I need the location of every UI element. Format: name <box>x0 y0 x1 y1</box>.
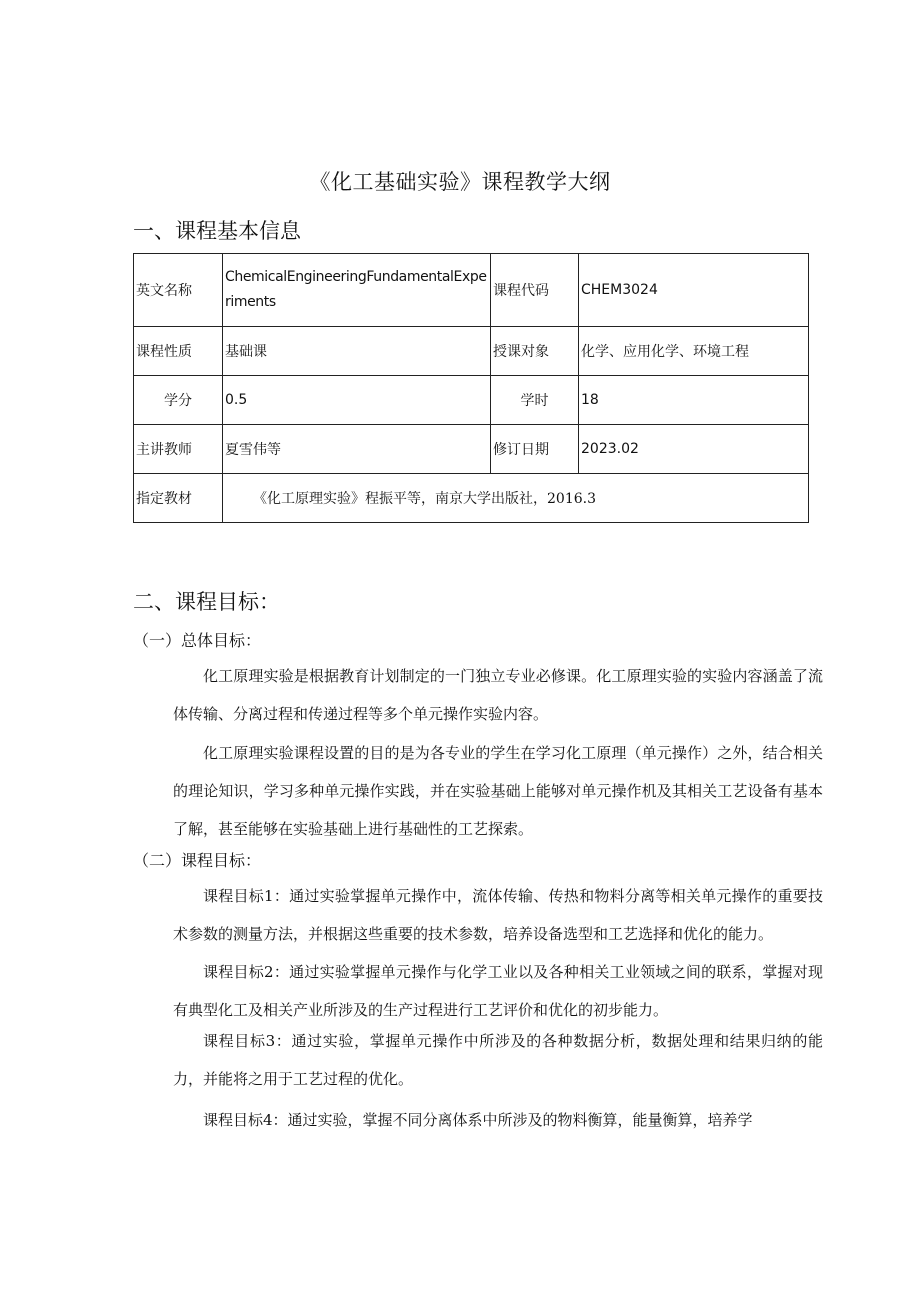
course-type-label: 课程性质 <box>134 327 223 376</box>
textbook-value: 《化工原理实验》程振平等，南京大学出版社，2016.3 <box>223 474 809 523</box>
overall-paragraph-2: 化工原理实验课程设置的目的是为各专业的学生在学习化工原理（单元操作）之外，结合相关的理论知识，学习多种单元操作实践，并在实验基础上能够对单元操作机及其相关工艺设备有基本了解，甚至能够在实验基础上进行基础性的工艺探索。 <box>173 744 823 838</box>
course-goal-2: 课程目标2：通过实验掌握单元操作与化学工业以及各种相关工业领域之间的联系，掌握对现有典型化工及相关产业所涉及的生产过程进行工艺评价和优化的初步能力。 <box>173 963 823 1019</box>
course-code-value: CHEM3024 <box>579 254 809 327</box>
table-row <box>134 425 809 474</box>
audience-value: 化学、应用化学、环境工程 <box>579 327 809 376</box>
course-type-value: 基础课 <box>223 327 491 376</box>
credits-value: 0.5 <box>223 376 491 425</box>
course-code-label: 课程代码 <box>491 254 579 327</box>
course-info-table <box>133 253 809 523</box>
audience-label: 授课对象 <box>491 327 579 376</box>
hours-value: 18 <box>579 376 809 425</box>
teacher-label: 主讲教师 <box>134 425 223 474</box>
course-goal-4: 课程目标4：通过实验，掌握不同分离体系中所涉及的物料衡算，能量衡算，培养学 <box>203 1111 753 1129</box>
english-name-value: ChemicalEngineeringFundamentalExperiments <box>223 254 491 327</box>
table-row <box>134 376 809 425</box>
table-row <box>134 474 809 523</box>
section-heading-course-goals: 二、课程目标： <box>133 590 280 614</box>
table-row <box>134 327 809 376</box>
english-name-label: 英文名称 <box>134 254 223 327</box>
section-heading-basic-info: 一、课程基本信息 <box>133 219 301 243</box>
overall-goals-heading: （一）总体目标： <box>133 631 262 650</box>
document-title: 《化工基础实验》课程教学大纲 <box>309 170 611 194</box>
textbook-label: 指定教材 <box>134 474 223 523</box>
course-goal-3: 课程目标3：通过实验，掌握单元操作中所涉及的各种数据分析，数据处理和结果归纳的能力，并能将之用于工艺过程的优化。 <box>173 1032 823 1088</box>
course-goals-heading: （二）课程目标： <box>133 851 262 870</box>
revision-date-value: 2023.02 <box>579 425 809 474</box>
credits-label: 学分 <box>134 376 223 425</box>
table-row <box>134 254 809 327</box>
overall-paragraph-1: 化工原理实验是根据教育计划制定的一门独立专业必修课。化工原理实验的实验内容涵盖了流体传输、分离过程和传递过程等多个单元操作实验内容。 <box>173 667 823 723</box>
teacher-value: 夏雪伟等 <box>223 425 491 474</box>
course-goal-1: 课程目标1：通过实验掌握单元操作中，流体传输、传热和物料分离等相关单元操作的重要技术参数的测量方法，并根据这些重要的技术参数，培养设备选型和工艺选择和优化的能力。 <box>173 887 823 943</box>
revision-date-label: 修订日期 <box>491 425 579 474</box>
hours-label: 学时 <box>491 376 579 425</box>
